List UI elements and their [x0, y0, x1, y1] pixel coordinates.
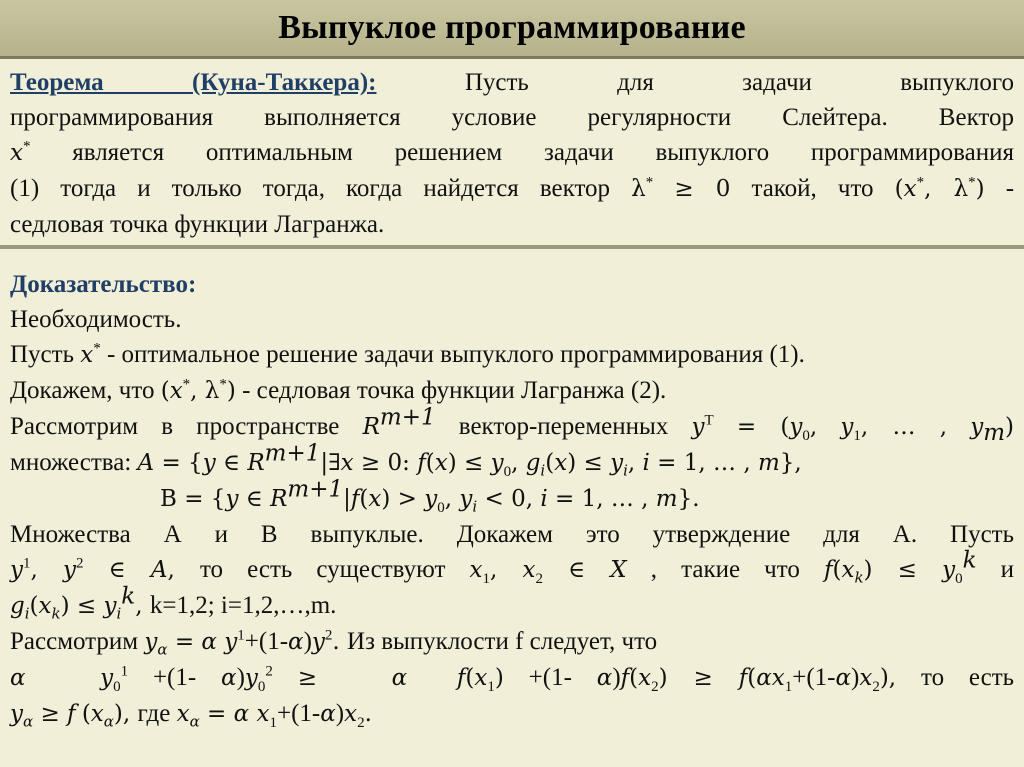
- proof-line-6: Множества А и В выпуклые. Докажем это утверждение для А. Пусть: [10, 521, 1014, 548]
- proof-set-a: множества: A = {y ∈ $R^{m+1}|\exists x \ge 0$: $f(x) \le y_0$, $g_i(x) \le y_i$, i = 1, … , m},: [10, 440, 802, 480]
- theorem-line-4: (1) тогда и только тогда, когда найдется вектор λ* ≥ 0 такой, что (x*, λ*) -: [10, 174, 1015, 202]
- theorem-text: [10, 65, 1014, 242]
- proof-line-10: α $y_0^1 +(1-$ $\alpha)y_0^2$ ≥ α $f(x_1) +(1-$ $\alpha)f(x_2) \ge f(\alpha x_1+(1-\alpha)x_2)$, то есть: [10, 663, 1015, 695]
- proof-line-7: $y^1$, $y^2$ ∈ A, то есть существуют $x_1$, $x_2$ ∈ X , такие что $f(x_k) \le y_0^k$ и: [10, 547, 1015, 587]
- theorem-line-3: x* является оптимальным решением задачи выпуклого программирования: [10, 138, 1015, 166]
- proof-text: [10, 267, 1014, 732]
- proof-line-3: Рассмотрим в пространстве $R^{m+1}$ вектор-переменных $y^T = (y_0$, $y_1$, … , $y_m$): [10, 404, 1014, 446]
- slide-title: Выпуклое программирование: [278, 9, 746, 46]
- theorem-line-1: Теорема (Куна-Таккера): Пусть для задачи выпуклого: [10, 69, 1014, 96]
- theorem-line-5: седловая точка функции Лагранжа.: [10, 211, 385, 238]
- proof-line-8: $g_i(x_k) \le y_i^k$, k=1,2; i=1,2,…,m.: [10, 583, 337, 623]
- proof-necessity: Необходимость.: [10, 306, 182, 333]
- theorem-line-2: программирования выполняется условие регулярности Слейтера. Вектор: [10, 104, 1014, 131]
- proof-panel: [0, 249, 1024, 767]
- proof-line-9: Рассмотрим $y_\alpha = \alpha$ $y^1+(1-\alpha)y^2$. Из выпуклости f следует, что: [10, 627, 658, 659]
- theorem-label: Теорема (Куна-Таккера):: [10, 69, 377, 96]
- theorem-panel: [0, 59, 1024, 249]
- proof-heading: Доказательство:: [10, 271, 197, 298]
- proof-line-11: $y_\alpha \ge f$ $(x_\alpha)$, где $x_\alpha = \alpha$ $x_1+(1-\alpha)x_2$.: [10, 700, 372, 731]
- proof-line-1: Пусть x* - оптимальное решение задачи выпуклого программирования (1).: [10, 340, 805, 368]
- proof-set-b: B = {y ∈ $R^{m+1}|f(x) > y_0$, $y_i < 0$, i = 1, … , m}.: [160, 476, 700, 516]
- title-bar: [0, 0, 1024, 59]
- proof-line-2: Докажем, что (x*, λ*) - седловая точка функции Лагранжа (2).: [10, 376, 667, 404]
